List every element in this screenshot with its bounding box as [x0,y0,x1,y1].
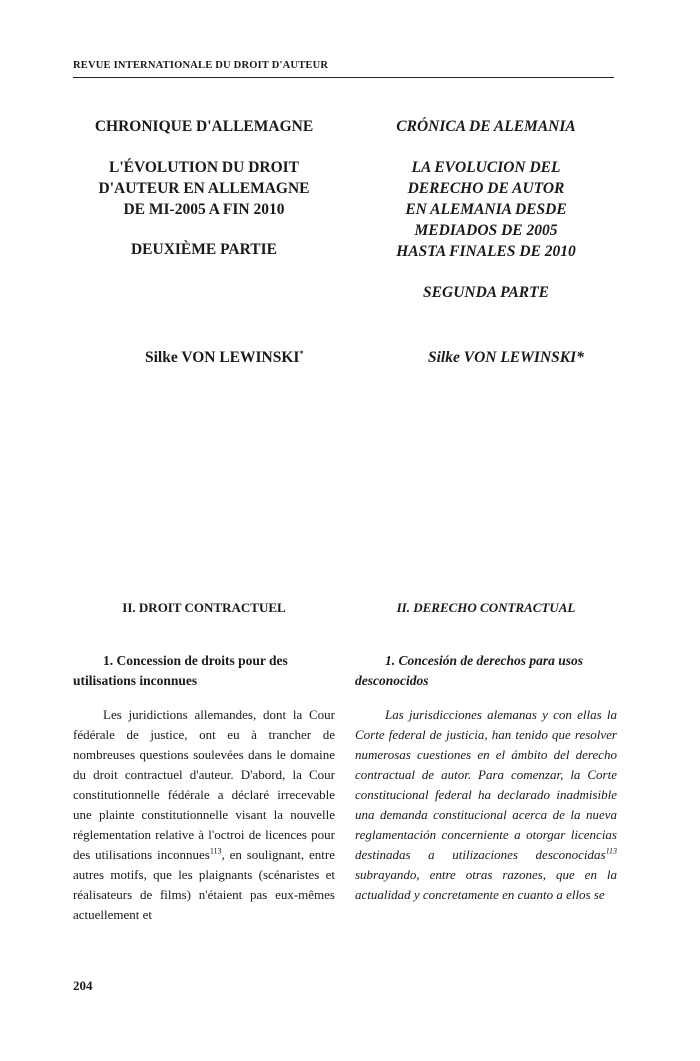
paragraph-text: subrayando, entre otras razones, que en la actualidad y concretamente en cuanto a ellos se [355,867,617,902]
part-label: SEGUNDA PARTE [423,284,549,301]
section-heading: II. DERECHO CONTRACTUAL [396,600,576,615]
chronicle-title: CHRONIQUE D'ALLEMAGNE [94,118,314,135]
article-title-line: D'AUTEUR EN ALLEMAGNE [98,180,310,197]
article-title-line: L'ÉVOLUTION DU DROIT [108,159,300,176]
subsection-heading: 1. Concession de droits pour des utilisations inconnues [73,653,288,688]
header-rule [73,77,614,78]
article-title-line: LA EVOLUCION DEL [411,159,561,176]
author-text: Silke VON LEWINSKI [145,349,300,366]
body-paragraph [355,705,617,905]
part-label: DEUXIÈME PARTIE [130,241,277,258]
author-footnote-mark: * [576,349,584,366]
article-title-line: MEDIADOS DE 2005 [414,222,558,239]
article-title [355,157,617,262]
article-title-line: HASTA FINALES DE 2010 [396,243,576,260]
paragraph-text: Las jurisdicciones alemanas y con ellas la Corte federal de justicia, han tenido que resolver numerosas cuestiones en el ámbito del derecho contractual de autor. Para comenzar, la Corte constitucional federal ha declarado inadmisible una demanda constitucional acerca de la nueva reglamentación concerniente a otorgar licencias destinadas a utilizaciones desconocidas [355,707,617,862]
paragraph-text: , en soulignant, entre autres motifs, que les plaignants (scénaristes et réalisateurs de films) n'étaient pas eux-mêmes actuellement et [73,847,335,922]
footnote-ref: 113 [209,846,222,856]
paragraph-text: Les juridictions allemandes, dont la Cour fédérale de justice, ont eu à trancher de nombreuses questions soulevées dans le domaine du droit contractuel d'auteur. D'abord, la Cour constitutionnelle fédérale a déclaré irrecevable une plainte constitutionnelle visant la nouvelle réglementation relative à l'octroi de licences pour des utilisations inconnues [73,707,335,862]
article-title-line: EN ALEMANIA DESDE [405,201,567,218]
body-paragraph [73,705,335,925]
article-title [73,157,335,220]
running-head: REVUE INTERNATIONALE DU DROIT D'AUTEUR [73,60,329,71]
chronicle-title: CRÓNICA DE ALEMANIA [396,118,576,135]
article-title-line: DERECHO DE AUTOR [407,180,565,197]
author-name [428,349,584,367]
subsection-heading: 1. Concesión de derechos para usos desconocidos [355,653,584,688]
page-number: 204 [73,978,93,993]
author-text: Silke VON LEWINSKI [428,349,577,366]
footnote-ref: 113 [605,846,617,856]
author-name [145,349,303,367]
article-title-line: DE MI-2005 A FIN 2010 [123,201,285,218]
section-heading: II. DROIT CONTRACTUEL [122,600,286,615]
author-footnote-mark: * [299,348,304,358]
